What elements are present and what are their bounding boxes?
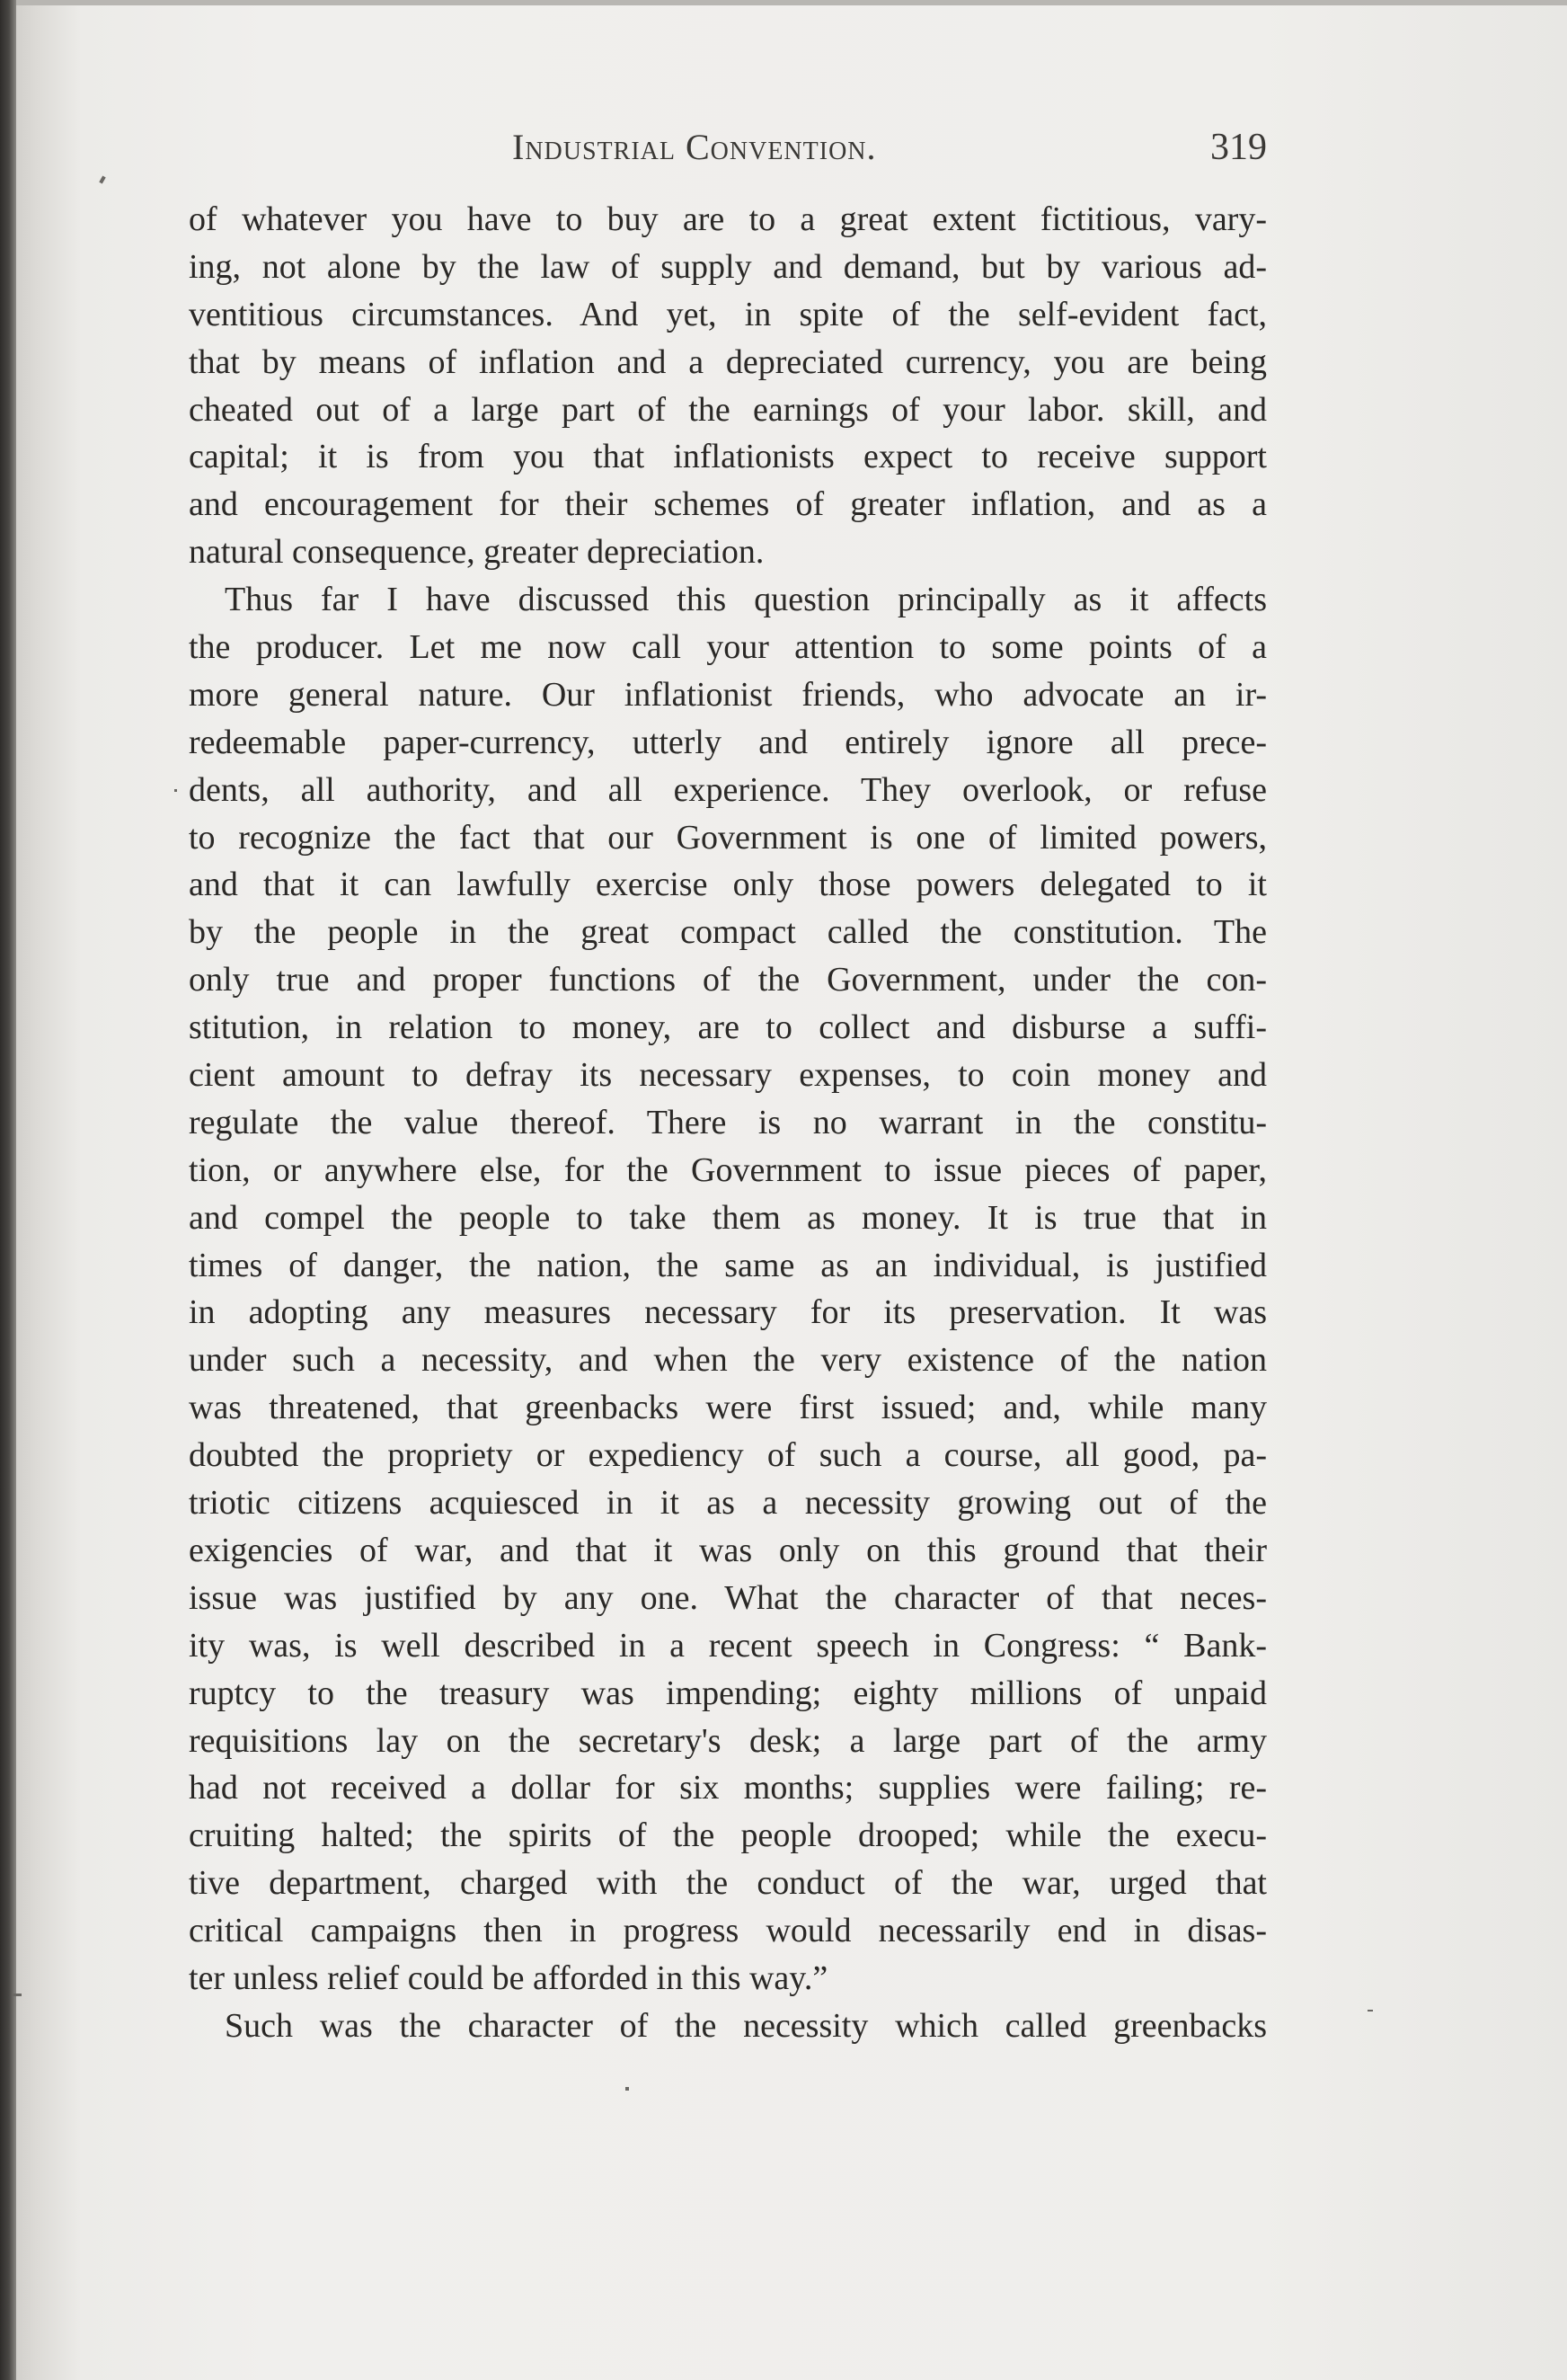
text-line: redeemable paper-currency, utterly and entirely ignore all prece- bbox=[189, 723, 1267, 761]
page-top-edge bbox=[0, 0, 1567, 5]
text-line: the producer. Let me now call your attention to some points of a bbox=[189, 628, 1267, 667]
text-line: had not received a dollar for six months; supplies were failing; re- bbox=[189, 1769, 1267, 1807]
text-line: ventitious circumstances. And yet, in spite of the self-evident fact, bbox=[189, 295, 1267, 333]
margin-speck bbox=[13, 1994, 22, 1996]
margin-speck bbox=[1368, 2010, 1373, 2011]
text-line: in adopting any measures necessary for its preservation. It was bbox=[189, 1293, 1267, 1332]
text-line: tive department, charged with the conduct of the war, urged that bbox=[189, 1864, 1267, 1903]
text-line: ter unless relief could be afforded in this way.” bbox=[189, 1958, 828, 1997]
text-line: stitution, in relation to money, are to collect and disburse a suffi- bbox=[189, 1008, 1267, 1047]
text-line: times of danger, the nation, the same as an individual, is justified bbox=[189, 1246, 1267, 1284]
text-line: only true and proper functions of the Government, under the con- bbox=[189, 961, 1267, 999]
text-line: ity was, is well described in a recent speech in Congress: “ Bank- bbox=[189, 1626, 1267, 1665]
page-number: 319 bbox=[1210, 127, 1267, 168]
text-line: critical campaigns then in progress would necessarily end in disas- bbox=[189, 1912, 1267, 1950]
text-line: triotic citizens acquiesced in it as a necessity growing out of the bbox=[189, 1484, 1267, 1523]
text-line: of whatever you have to buy are to a great extent fictitious, vary- bbox=[189, 200, 1267, 238]
text-line: natural consequence, greater depreciation. bbox=[189, 533, 765, 572]
book-binding-edge bbox=[0, 0, 16, 2380]
text-line: to recognize the fact that our Government is one of limited powers, bbox=[189, 818, 1267, 857]
text-line: that by means of inflation and a depreciated currency, you are being bbox=[189, 342, 1267, 381]
margin-speck bbox=[99, 176, 105, 184]
margin-speck bbox=[625, 2087, 629, 2091]
text-line: requisitions lay on the secretary's desk; a large part of the army bbox=[189, 1721, 1267, 1760]
text-line: exigencies of war, and that it was only on this ground that their bbox=[189, 1531, 1267, 1569]
text-line: ruptcy to the treasury was impending; eighty millions of unpaid bbox=[189, 1674, 1267, 1712]
text-line: more general nature. Our inflationist friends, who advocate an ir- bbox=[189, 675, 1267, 714]
text-line: was threatened, that greenbacks were first issued; and, while many bbox=[189, 1389, 1267, 1427]
text-line: under such a necessity, and when the very existence of the nation bbox=[189, 1341, 1267, 1380]
margin-speck bbox=[174, 789, 177, 792]
text-line: doubted the propriety or expediency of such a course, all good, pa- bbox=[189, 1436, 1267, 1475]
text-line: tion, or anywhere else, for the Government to issue pieces of paper, bbox=[189, 1150, 1267, 1189]
text-line: and that it can lawfully exercise only those powers delegated to it bbox=[189, 866, 1267, 904]
text-line: regulate the value thereof. There is no warrant in the constitu- bbox=[189, 1103, 1267, 1141]
text-line: issue was justified by any one. What the character of that neces- bbox=[189, 1578, 1267, 1617]
text-line: cheated out of a large part of the earnings of your labor. skill, and bbox=[189, 390, 1267, 429]
text-line: ing, not alone by the law of supply and demand, but by various ad- bbox=[189, 247, 1267, 286]
text-line: capital; it is from you that inflationists expect to receive support bbox=[189, 438, 1267, 476]
text-line: and encouragement for their schemes of greater inflation, and as a bbox=[189, 485, 1267, 524]
text-line: Such was the character of the necessity which called greenbacks bbox=[225, 2006, 1267, 2045]
text-line: dents, all authority, and all experience. They overlook, or refuse bbox=[189, 770, 1267, 809]
text-line: cient amount to defray its necessary expenses, to coin money and bbox=[189, 1056, 1267, 1095]
text-line: and compel the people to take them as money. It is true that in bbox=[189, 1198, 1267, 1237]
text-line: Thus far I have discussed this question principally as it affects bbox=[225, 581, 1267, 619]
text-line: cruiting halted; the spirits of the people drooped; while the execu- bbox=[189, 1816, 1267, 1855]
running-head: Industrial Convention. bbox=[512, 127, 877, 167]
text-line: by the people in the great compact called the constitution. The bbox=[189, 913, 1267, 952]
page-header bbox=[189, 126, 1267, 180]
body-text bbox=[189, 196, 1267, 2050]
